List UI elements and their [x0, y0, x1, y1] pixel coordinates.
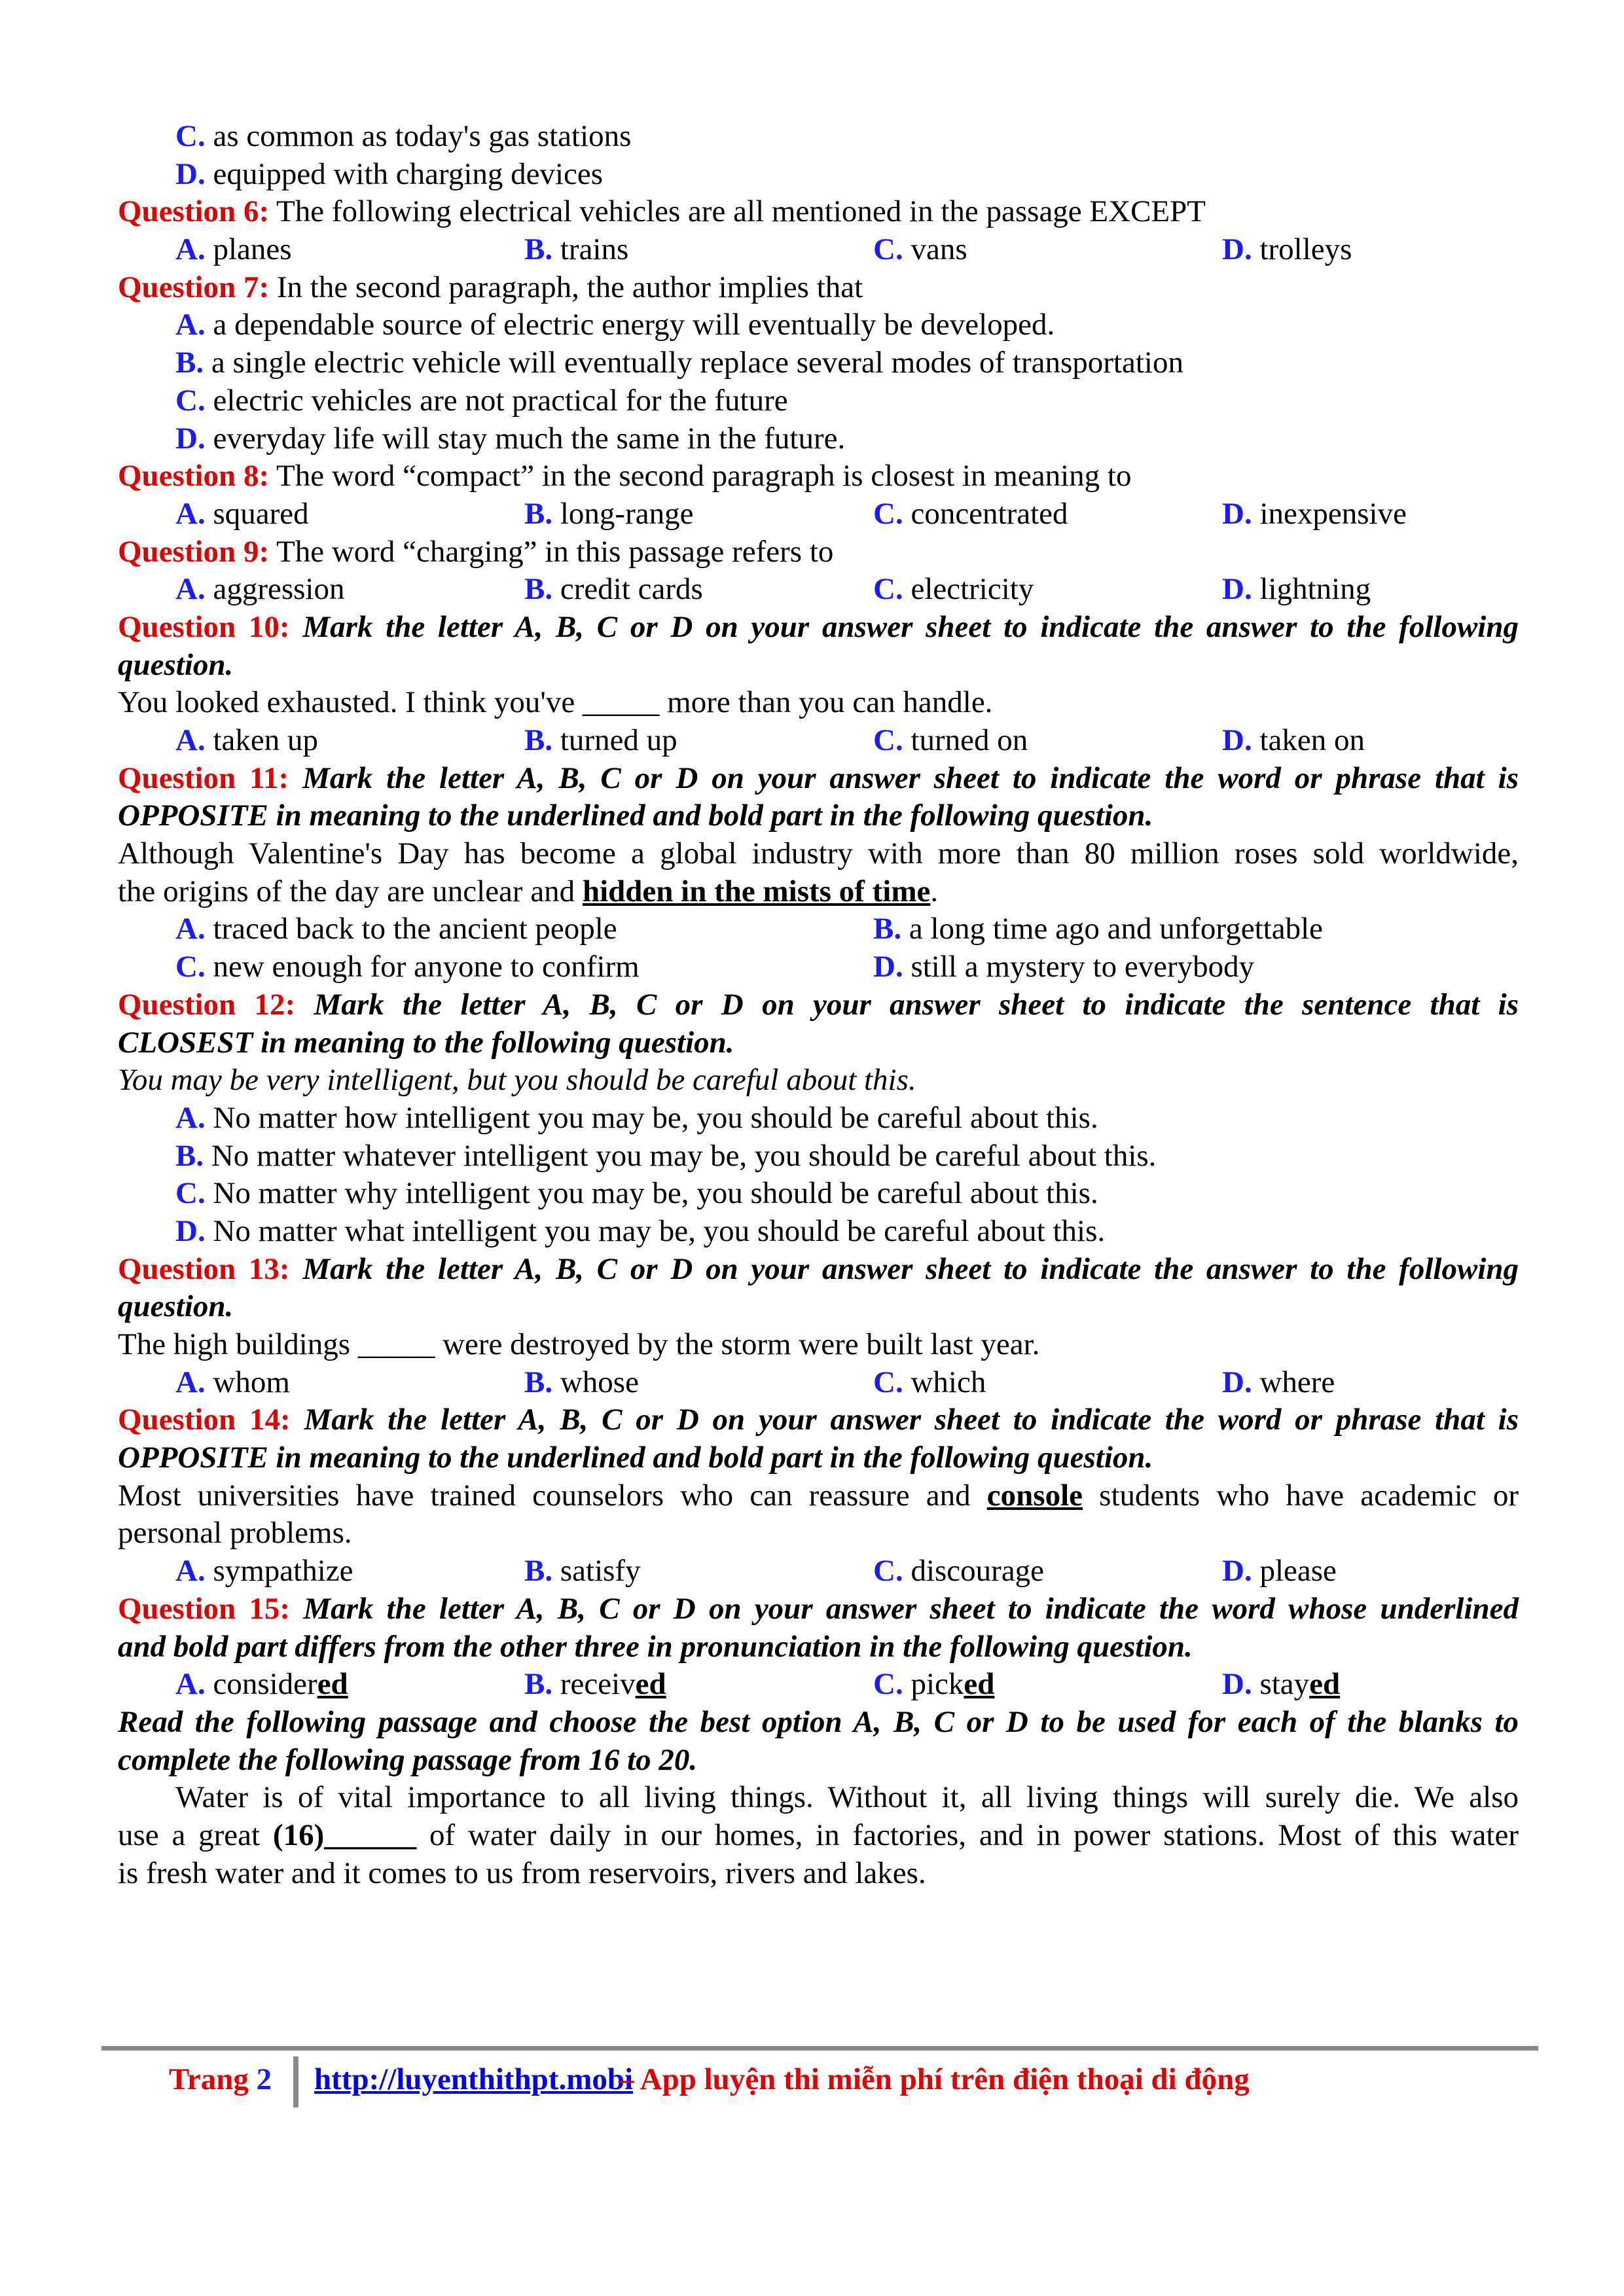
q14-underlined-word: console	[986, 1478, 1083, 1513]
q10-instruction: Question 10: Mark the letter A, B, C or D on your answer sheet to indicate the answer to the following	[118, 609, 1519, 644]
q14-sentence-2: personal problems.	[118, 1516, 352, 1551]
q10-sentence: You looked exhausted. I think you've _____ more than you can handle.	[118, 685, 993, 720]
q6-stem: Question 6: The following electrical vehicles are all mentioned in the passage EXCEPT	[118, 194, 1206, 229]
q9-option-c: C. electricity	[873, 572, 1034, 607]
q9-option-d: D. lightning	[1222, 572, 1371, 607]
q14-option-d: D. please	[1222, 1554, 1337, 1588]
q14-options	[118, 1552, 1519, 1590]
q7-stem: Question 7: In the second paragraph, the author implies that	[118, 270, 863, 304]
q12-instruction: Question 12: Mark the letter A, B, C or D on your answer sheet to indicate the sentence that is	[118, 987, 1519, 1022]
q13-option-a: A. whom	[175, 1365, 290, 1399]
q12-option-a: A. No matter how intelligent you may be, you should be careful about this.	[175, 1100, 1098, 1135]
q5-option-d: D. equipped with charging devices	[175, 156, 604, 191]
q11-sentence-1: Although Valentine's Day has become a global industry with more than 80 million roses sold worldwide,	[118, 836, 1519, 871]
q14-option-b: B. satisfy	[524, 1554, 641, 1588]
q15-instruction: Question 15: Mark the letter A, B, C or D on your answer sheet to indicate the word whose underlined	[118, 1591, 1519, 1626]
q13-sentence: The high buildings _____ were destroyed by the storm were built last year.	[118, 1327, 1040, 1361]
q12-option-b: B. No matter whatever intelligent you may be, you should be careful about this.	[175, 1138, 1157, 1173]
q6-option-c: C. vans	[873, 232, 967, 267]
q6-options	[118, 231, 1519, 269]
q11-option-c: C. new enough for anyone to confirm	[175, 950, 640, 984]
q6-option-a: A. planes	[175, 232, 292, 267]
q7-option-b: B. a single electric vehicle will eventually replace several modes of transportation	[175, 346, 1183, 380]
q10-option-d: D. taken on	[1222, 723, 1365, 757]
exam-page	[118, 118, 1519, 1892]
q14-option-a: A. sympathize	[175, 1554, 353, 1588]
q14-instruction-cont: OPPOSITE in meaning to the underlined and bold part in the following question.	[118, 1441, 1153, 1475]
blank-16: (16)______	[272, 1818, 417, 1852]
q11-options-ab	[118, 910, 1519, 948]
q13-option-d: D. where	[1222, 1365, 1335, 1399]
q10-option-c: C. turned on	[873, 723, 1028, 757]
footer-link[interactable]: http://luyenthithpt.mobi	[314, 2062, 634, 2096]
footer-divider	[101, 2046, 1538, 2051]
q15-option-a: A. considered	[175, 1667, 348, 1702]
q12-instruction-cont: CLOSEST in meaning to the following question.	[118, 1025, 734, 1060]
q9-option-b: B. credit cards	[524, 572, 703, 607]
q7-option-c: C. electric vehicles are not practical for the future	[175, 383, 788, 418]
q8-option-b: B. long-range	[524, 496, 694, 531]
q14-option-c: C. discourage	[873, 1554, 1045, 1588]
footer-tagline: – App luyện thi miễn phí trên điện thoại di động	[619, 2062, 1250, 2096]
q15-option-b: B. received	[524, 1667, 666, 1702]
q11-option-d: D. still a mystery to everybody	[873, 950, 1255, 984]
q14-instruction: Question 14: Mark the letter A, B, C or D on your answer sheet to indicate the word or phrase that is	[118, 1403, 1519, 1437]
q15-instruction-cont: and bold part differs from the other three in pronunciation in the following question.	[118, 1629, 1193, 1664]
q13-instruction-cont: question.	[118, 1289, 234, 1324]
q12-option-c: C. No matter why intelligent you may be, you should be careful about this.	[175, 1176, 1098, 1211]
passage-line-3: is fresh water and it comes to us from reservoirs, rivers and lakes.	[118, 1856, 926, 1890]
q13-option-b: B. whose	[524, 1365, 639, 1399]
q8-options	[118, 495, 1519, 533]
q11-instruction: Question 11: Mark the letter A, B, C or D on your answer sheet to indicate the word or phrase that is	[118, 761, 1519, 795]
passage-line-2: use a great (16)______ of water daily in our homes, in factories, and in power stations. Most of this water	[118, 1818, 1519, 1852]
q8-option-d: D. inexpensive	[1222, 496, 1407, 531]
q10-instruction-cont: question.	[118, 647, 234, 682]
q12-option-d: D. No matter what intelligent you may be, you should be careful about this.	[175, 1213, 1106, 1248]
q11-instruction-cont: OPPOSITE in meaning to the underlined and bold part in the following question.	[118, 798, 1153, 833]
q12-sentence: You may be very intelligent, but you should be careful about this.	[118, 1063, 916, 1098]
passage-instruction: Read the following passage and choose the best option A, B, C or D to be used for each of the blanks to	[118, 1704, 1519, 1739]
q6-option-b: B. trains	[524, 232, 629, 267]
q14-sentence-1: Most universities have trained counselors who can reassure and console students who have academic or	[118, 1478, 1519, 1513]
q8-option-c: C. concentrated	[873, 496, 1068, 531]
q9-option-a: A. aggression	[175, 572, 345, 607]
q7-option-a: A. a dependable source of electric energy will eventually be developed.	[175, 308, 1055, 342]
q15-options	[118, 1666, 1519, 1704]
q10-option-a: A. taken up	[175, 723, 318, 757]
q15-option-c: C. picked	[873, 1667, 995, 1702]
q13-instruction: Question 13: Mark the letter A, B, C or D on your answer sheet to indicate the answer to the following	[118, 1251, 1519, 1286]
q9-stem: Question 9: The word “charging” in this passage refers to	[118, 534, 834, 569]
q15-option-d: D. stayed	[1222, 1667, 1341, 1702]
q13-option-c: C. which	[873, 1365, 986, 1399]
q13-options	[118, 1364, 1519, 1402]
passage-line-1: Water is of vital importance to all living things. Without it, all living things will surely die. We also	[175, 1780, 1519, 1815]
q6-option-d: D. trolleys	[1222, 232, 1352, 267]
q11-underlined-phrase: hidden in the mists of time	[582, 874, 931, 908]
q9-options	[118, 571, 1519, 609]
passage-instruction-cont: complete the following passage from 16 to 20.	[118, 1742, 698, 1777]
q7-option-d: D. everyday life will stay much the same in the future.	[175, 421, 846, 456]
page-number: Trang 2	[169, 2062, 272, 2096]
q11-sentence-2: the origins of the day are unclear and hidden in the mists of time.	[118, 874, 939, 908]
q11-option-a: A. traced back to the ancient people	[175, 912, 617, 946]
q5-option-c: C. as common as today's gas stations	[175, 119, 632, 153]
q8-stem: Question 8: The word “compact” in the second paragraph is closest in meaning to	[118, 459, 1132, 493]
q11-options-cd	[118, 948, 1519, 986]
q11-option-b: B. a long time ago and unforgettable	[873, 912, 1323, 946]
footer-separator	[293, 2056, 298, 2108]
q8-option-a: A. squared	[175, 496, 309, 531]
q10-option-b: B. turned up	[524, 723, 677, 757]
page-footer	[0, 2062, 1624, 2108]
q10-options	[118, 722, 1519, 760]
